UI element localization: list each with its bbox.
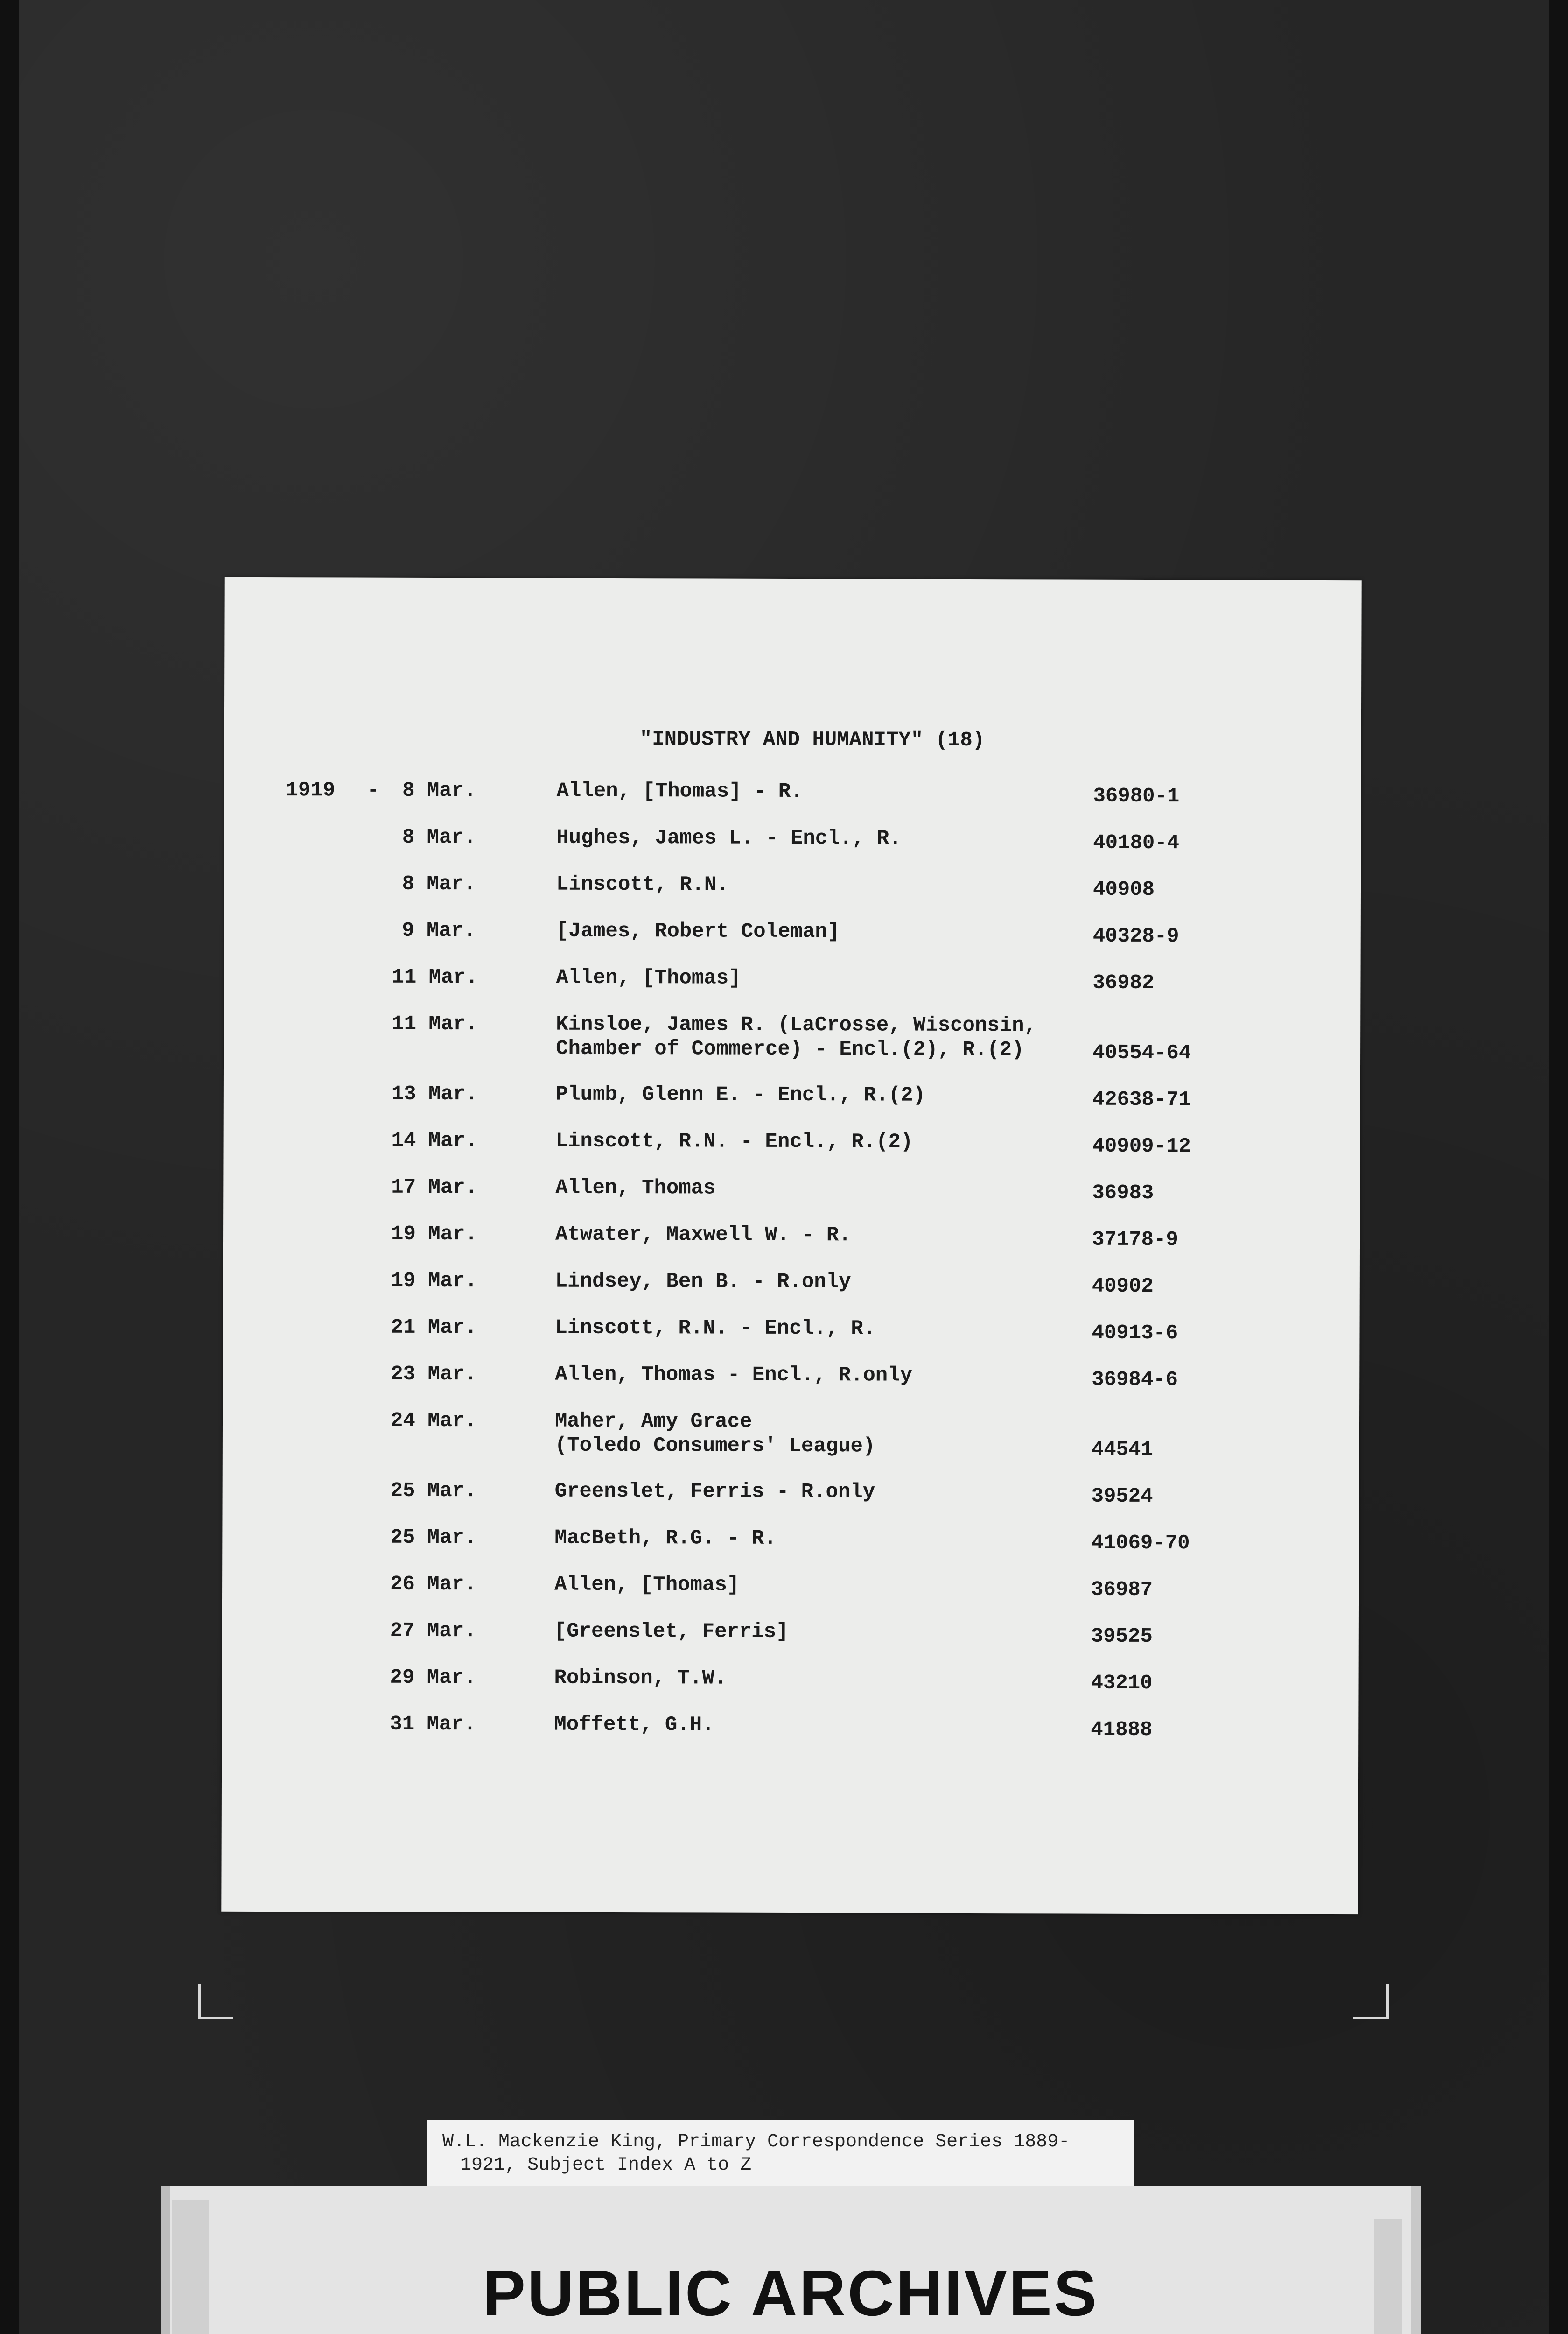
film-edge-left [0,0,19,2334]
entry-date: 27 Mar. [390,1619,476,1643]
entry-row [224,778,1361,808]
entry-date: 31 Mar. [390,1712,476,1736]
entry-row [222,1618,1359,1649]
entry-reference: 41069-70 [1091,1531,1190,1555]
entry-reference: 40902 [1092,1274,1154,1299]
entry-name: Atwater, Maxwell W. - R. [555,1223,851,1247]
entry-row [224,872,1361,902]
entry-name: Allen, [Thomas] - R. [556,779,803,804]
archive-card [161,2186,1421,2334]
entry-date: 8 Mar. [402,872,476,896]
entry-name: Allen, [Thomas] [554,1573,740,1597]
entry-date: 13 Mar. [391,1082,478,1106]
entry-date: 14 Mar. [391,1129,478,1153]
entry-date: 11 Mar. [392,965,478,990]
entry-reference: 40913-6 [1092,1321,1178,1345]
entry-date: 9 Mar. [402,919,476,943]
caption-line-2: 1921, Subject Index A to Z [460,2155,752,2176]
sheet-title: "INDUSTRY AND HUMANITY" (18) [639,728,985,752]
entry-name: Robinson, T.W. [554,1666,727,1690]
entry-row [222,1665,1359,1695]
entries-list [221,577,1361,1914]
entry-reference: 40180-4 [1093,831,1180,855]
entry-row [224,1082,1360,1112]
entry-reference: 40328-9 [1092,924,1179,949]
entry-row [223,1268,1360,1299]
entry-row [223,1222,1360,1252]
entry-name: [Greenslet, Ferris] [554,1619,789,1644]
caption-label [427,2120,1134,2186]
entry-date: 17 Mar. [391,1175,478,1200]
entry-row [223,1175,1360,1205]
entry-row [222,1572,1359,1602]
entry-row [224,825,1361,855]
entry-reference: 36980-1 [1093,784,1180,808]
entry-row [224,1012,1360,1065]
entry-row [224,965,1361,995]
entry-date: 11 Mar. [392,1012,478,1036]
entry-row [223,1362,1359,1392]
corner-mark-left [198,1984,233,2019]
entry-row [223,1408,1359,1462]
entry-reference: 36984-6 [1092,1368,1178,1392]
caption-line-1: W.L. Mackenzie King, Primary Correspondence Series 1889- [442,2131,1070,2152]
index-sheet [221,577,1361,1914]
archive-title-en: PUBLIC ARCHIVES [483,2257,1099,2329]
entry-reference: 41888 [1091,1718,1153,1742]
entry-reference: 39524 [1091,1484,1153,1509]
entry-reference: 39525 [1091,1624,1153,1649]
entry-date: 26 Mar. [390,1572,477,1596]
entry-date: 23 Mar. [391,1362,477,1386]
entry-reference: 40554-64 [1092,1041,1191,1065]
entry-name: Allen, [Thomas] [556,966,741,990]
entry-reference: 37178-9 [1092,1228,1178,1252]
entry-row [222,1525,1359,1555]
entry-name: Lindsey, Ben B. - R.only [555,1269,851,1294]
entry-name: MacBeth, R.G. - R. [554,1526,777,1550]
entry-name: Linscott, R.N. - Encl., R.(2) [555,1129,913,1154]
entry-row [222,1712,1358,1742]
entry-name: Linscott, R.N. - Encl., R. [555,1316,876,1341]
entry-name: Kinsloe, James R. (LaCrosse, Wisconsin, Chamber of Commerce) - Encl.(2), R.(2) [556,1012,1037,1062]
entry-row [223,1315,1360,1345]
entry-name: Allen, Thomas [555,1176,716,1200]
entry-name: Hughes, James L. - Encl., R. [556,826,902,851]
entry-date: 19 Mar. [391,1269,477,1293]
entry-row [223,1478,1359,1509]
entry-reference: 44541 [1091,1438,1153,1462]
entry-date: 25 Mar. [390,1526,477,1550]
corner-mark-right [1353,1984,1389,2019]
entry-date: 25 Mar. [390,1479,477,1503]
entry-date: 8 Mar. [402,779,476,803]
entry-date: 24 Mar. [390,1409,477,1433]
entry-reference: 40909-12 [1092,1134,1191,1159]
entry-name: [James, Robert Coleman] [556,919,840,944]
entry-reference: 36982 [1092,971,1155,995]
entry-date: 29 Mar. [390,1666,476,1690]
entry-year-dash: - [367,779,380,802]
entry-reference: 42638-71 [1092,1088,1191,1112]
entry-reference: 43210 [1091,1671,1153,1695]
entry-reference: 36983 [1092,1181,1154,1205]
entry-row [224,918,1361,949]
entry-name: Plumb, Glenn E. - Encl., R.(2) [555,1083,926,1107]
entry-reference: 40908 [1092,878,1155,902]
entry-date: 19 Mar. [391,1222,477,1246]
entry-reference: 36987 [1091,1578,1153,1602]
film-edge-right [1549,0,1568,2334]
entry-date: 21 Mar. [391,1315,477,1340]
entry-year: 1919 [286,779,336,802]
entry-date: 8 Mar. [402,825,476,850]
entry-name: Moffett, G.H. [554,1713,714,1737]
entry-row [224,1128,1360,1159]
entry-name: Allen, Thomas - Encl., R.only [555,1363,913,1387]
entry-name: Maher, Amy Grace (Toledo Consumers' League) [554,1409,875,1458]
entry-name: Greenslet, Ferris - R.only [554,1479,875,1504]
entry-name: Linscott, R.N. [556,872,729,897]
